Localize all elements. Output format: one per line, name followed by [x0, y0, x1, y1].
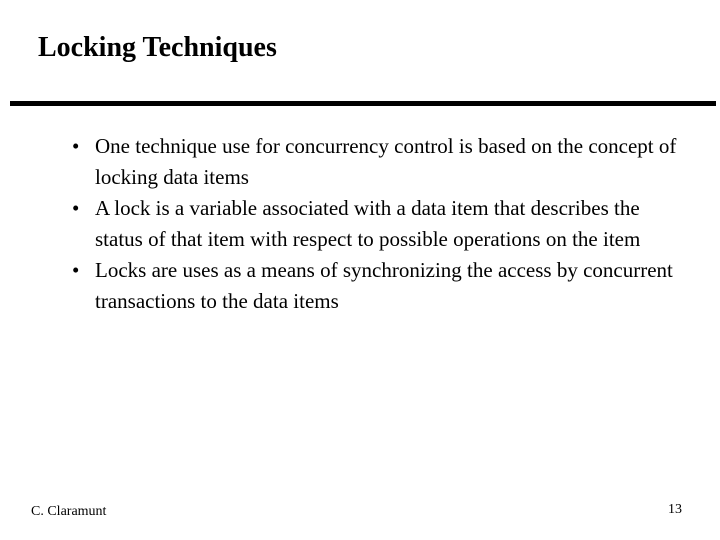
bullet-text: One technique use for concurrency control is based on the concept of locking data items [95, 134, 677, 189]
bullet-item [72, 131, 692, 193]
bullet-icon: • [72, 134, 80, 158]
title-divider [10, 101, 716, 106]
bullet-icon: • [72, 196, 80, 220]
bullet-text: Locks are uses as a means of synchronizing the access by concurrent transactions to the data items [95, 258, 673, 313]
bullet-item [72, 255, 692, 317]
bullet-item [72, 193, 692, 255]
bullet-icon: • [72, 258, 80, 282]
footer-author: C. Claramunt [31, 504, 107, 519]
page-number: 13 [668, 502, 682, 517]
slide-title: Locking Techniques [38, 32, 277, 63]
bullet-list [72, 131, 692, 317]
bullet-text: A lock is a variable associated with a data item that describes the status of that item with respect to possible operations on the item [95, 196, 641, 251]
